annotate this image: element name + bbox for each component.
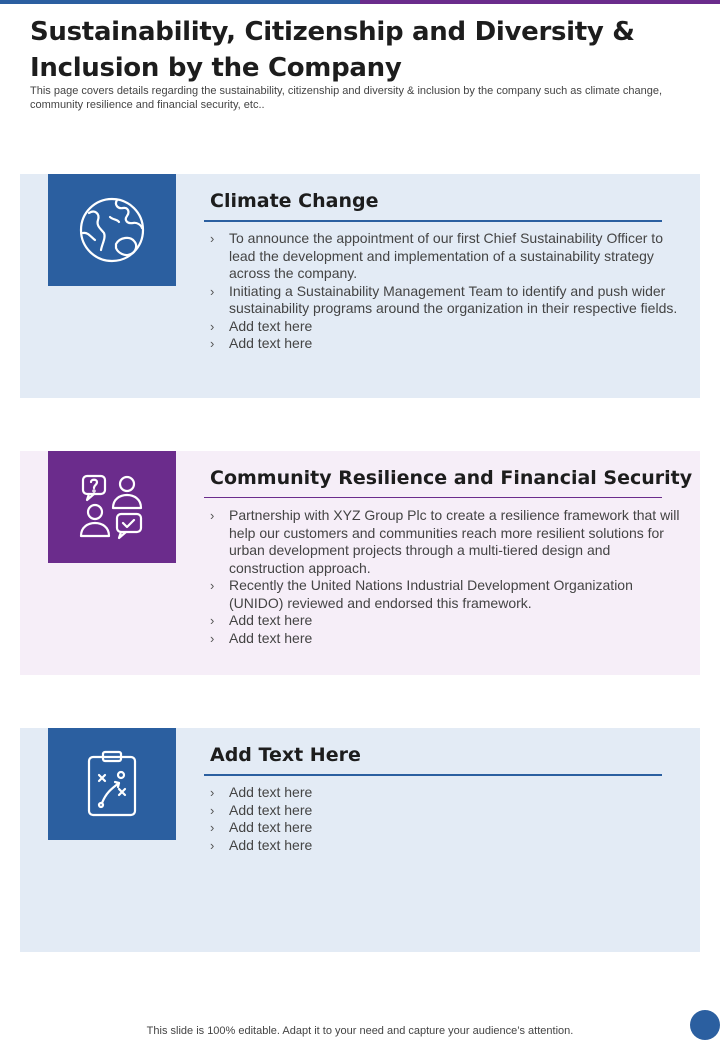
list-item-text: Add text here bbox=[229, 784, 313, 800]
section-bullet-list bbox=[208, 507, 680, 647]
chevron-right-icon: › bbox=[210, 630, 215, 646]
section-card-add-text bbox=[20, 728, 700, 952]
chevron-right-icon: › bbox=[210, 785, 215, 800]
section-bullet-list bbox=[208, 784, 680, 854]
list-item bbox=[208, 283, 680, 318]
chevron-right-icon: › bbox=[210, 802, 215, 818]
list-item bbox=[208, 230, 680, 283]
section-divider bbox=[204, 220, 662, 222]
list-item bbox=[208, 630, 680, 648]
chevron-right-icon: › bbox=[210, 231, 215, 246]
chevron-right-icon: › bbox=[210, 578, 215, 593]
list-item-text: To announce the appointment of our first Chief Sustainability Officer to lead the development and implementation of a sustainability strategy across the company. bbox=[229, 230, 663, 281]
list-item-text: Add text here bbox=[229, 612, 313, 628]
footer-circle-decoration bbox=[690, 1010, 720, 1040]
list-item-text: Initiating a Sustainability Management Team to identify and push wider sustainability programs around the organization in their respective fields. bbox=[229, 282, 678, 316]
page-subtitle: This page covers details regarding the sustainability, citizenship and diversity & inclusion by the company such as climate change, community resilience and financial security, etc.. bbox=[30, 85, 663, 111]
section-divider bbox=[204, 497, 662, 498]
clipboard-strategy-icon bbox=[75, 747, 149, 821]
chevron-right-icon: › bbox=[210, 318, 215, 334]
page-title: Sustainability, Citizenship and Diversity & Inclusion by the Company bbox=[30, 17, 635, 83]
footer-note: This slide is 100% editable. Adapt it to your need and capture your audience’s attention. bbox=[146, 1025, 574, 1037]
globe-icon bbox=[75, 193, 149, 267]
chevron-right-icon: › bbox=[210, 613, 215, 628]
top-accent-bar bbox=[0, 0, 720, 4]
list-item bbox=[208, 784, 680, 802]
list-item bbox=[208, 335, 680, 353]
top-accent-blue bbox=[0, 0, 360, 4]
list-item-text: Add text here bbox=[229, 801, 313, 818]
section-title: Add Text Here bbox=[210, 744, 361, 766]
list-item bbox=[208, 837, 680, 855]
list-item bbox=[208, 819, 680, 837]
chevron-right-icon: › bbox=[210, 837, 215, 853]
section-card-climate-change bbox=[20, 174, 700, 398]
top-accent-purple bbox=[360, 0, 720, 4]
list-item-text: Add text here bbox=[229, 836, 313, 853]
list-item-text: Recently the United Nations Industrial Development Organization (UNIDO) reviewed and endorsed this framework. bbox=[229, 577, 633, 611]
list-item-text: Add text here bbox=[229, 317, 313, 334]
list-item bbox=[208, 802, 680, 820]
people-chat-icon bbox=[75, 470, 149, 544]
chevron-right-icon: › bbox=[210, 820, 215, 835]
list-item bbox=[208, 612, 680, 630]
section-divider bbox=[204, 774, 662, 776]
list-item bbox=[208, 577, 680, 612]
chevron-right-icon: › bbox=[210, 508, 215, 523]
section-card-community-resilience bbox=[20, 451, 700, 675]
section-icon-box bbox=[48, 174, 176, 286]
section-icon-box bbox=[48, 451, 176, 563]
list-item-text: Add text here bbox=[229, 629, 313, 646]
section-bullet-list bbox=[208, 230, 680, 353]
list-item bbox=[208, 318, 680, 336]
chevron-right-icon: › bbox=[210, 336, 215, 351]
section-title: Community Resilience and Financial Security bbox=[210, 467, 693, 489]
section-title: Climate Change bbox=[210, 190, 379, 212]
list-item bbox=[208, 507, 680, 577]
list-item-text: Add text here bbox=[229, 819, 313, 835]
section-icon-box bbox=[48, 728, 176, 840]
list-item-text: Partnership with XYZ Group Plc to create a resilience framework that will help our customers and communities reach more resilient solutions for urban development projects through a multi-tiered design and construction approach. bbox=[229, 507, 680, 576]
list-item-text: Add text here bbox=[229, 335, 313, 351]
chevron-right-icon: › bbox=[210, 283, 215, 299]
